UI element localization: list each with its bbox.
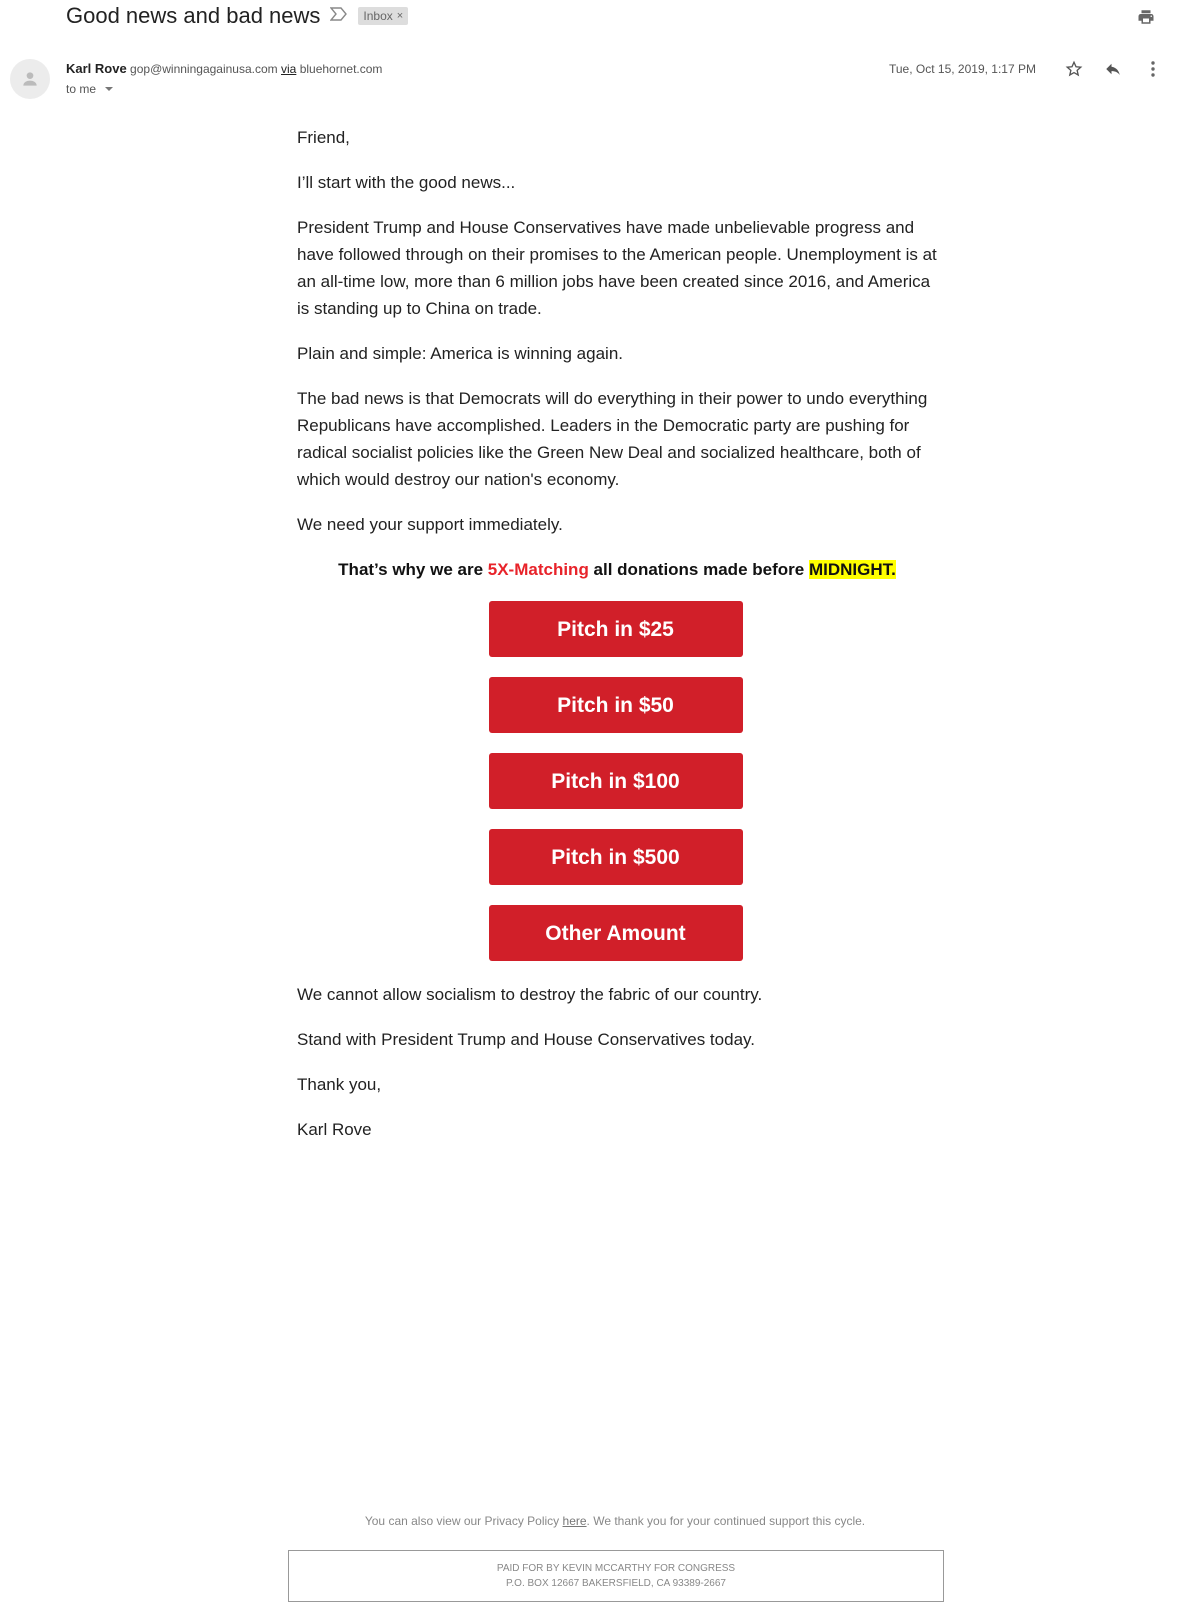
more-vert-icon[interactable] [1143, 59, 1163, 79]
privacy-note-text-end: . We thank you for your continued support this cycle. [586, 1514, 866, 1528]
email-body [297, 124, 937, 1161]
recipient-label: to me [66, 82, 97, 96]
privacy-policy-link[interactable]: here [562, 1514, 587, 1528]
paid-for-line-2: P.O. BOX 12667 BAKERSFIELD, CA 93389-2667 [506, 1578, 726, 1589]
print-icon[interactable] [1137, 8, 1155, 26]
signoff: Thank you, [297, 1075, 382, 1094]
paid-for-disclaimer [288, 1550, 944, 1602]
donate-100-button[interactable]: Pitch in $100 [489, 753, 743, 809]
donate-25-button[interactable]: Pitch in $25 [489, 601, 743, 657]
privacy-note-text: You can also view our Privacy Policy [364, 1514, 563, 1528]
avatar-person-icon [20, 69, 40, 89]
remove-label-icon[interactable]: × [396, 10, 404, 22]
sender-name: Karl Rove [66, 61, 127, 76]
donation-buttons [294, 601, 937, 961]
paragraph-5: We need your support immediately. [297, 515, 563, 534]
sender-line [66, 61, 382, 76]
donate-other-button[interactable]: Other Amount [489, 905, 743, 961]
paragraph-7: Stand with President Trump and House Conservatives today. [297, 1030, 755, 1049]
importance-marker-icon[interactable] [330, 7, 348, 26]
matching-callout [297, 556, 937, 583]
email-date: Tue, Oct 15, 2019, 1:17 PM [889, 62, 1036, 76]
paragraph-1: I’ll start with the good news... [297, 173, 516, 192]
paragraph-4: The bad news is that Democrats will do everything in their power to undo everything Republicans have accomplished. Leaders in the Democratic party are pushing for radical socialist policies like the Green New Deal and socialized healthcare, both of which would destroy our nation's economy. [297, 389, 928, 489]
via-link[interactable]: via [281, 62, 297, 76]
paid-for-line-1: PAID FOR BY KEVIN MCCARTHY FOR CONGRESS [496, 1563, 736, 1574]
greeting: Friend, [297, 128, 350, 147]
inbox-label-chip [358, 7, 408, 25]
email-subject: Good news and bad news [66, 3, 321, 28]
callout-yellow-highlight: MIDNIGHT. [808, 560, 896, 579]
reply-icon[interactable] [1103, 59, 1123, 79]
inbox-label: Inbox [363, 9, 393, 23]
sender-email: gop@winningagainusa.com [130, 62, 278, 76]
recipient-toggle[interactable] [66, 82, 113, 96]
callout-text: That’s why we are [338, 560, 488, 579]
star-icon[interactable] [1064, 59, 1084, 79]
signature: Karl Rove [297, 1120, 372, 1139]
callout-red-highlight: 5X-Matching [487, 560, 589, 579]
chevron-down-icon[interactable] [105, 87, 113, 91]
avatar [10, 59, 50, 99]
callout-text-mid: all donations made before [588, 560, 809, 579]
paragraph-3: Plain and simple: America is winning again. [297, 344, 624, 363]
donate-500-button[interactable]: Pitch in $500 [489, 829, 743, 885]
donate-50-button[interactable]: Pitch in $50 [489, 677, 743, 733]
paragraph-2: President Trump and House Conservatives have made unbelievable progress and have followed through on their promises to the American people. Unemployment is at an all-time low, more than 6 million jobs have been created since 2016, and America is standing up to China on trade. [297, 218, 937, 318]
privacy-note [0, 1514, 1177, 1528]
via-domain: bluehornet.com [299, 62, 383, 76]
paragraph-6: We cannot allow socialism to destroy the fabric of our country. [297, 985, 763, 1004]
email-subject-row [66, 3, 408, 29]
